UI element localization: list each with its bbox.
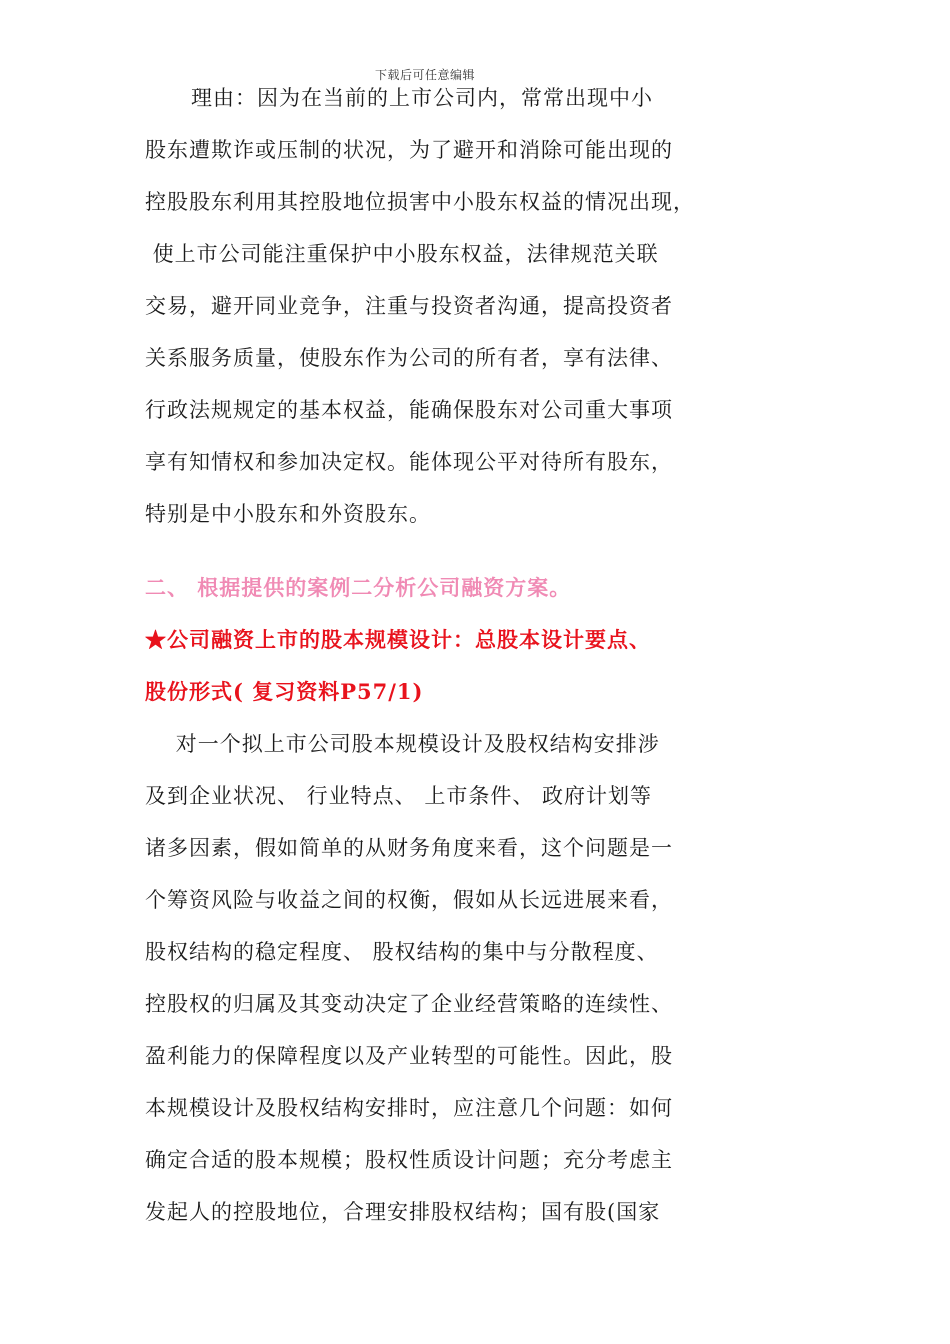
text-line: 关系服务质量，使股东作为公司的所有者，享有法律、 <box>145 346 673 370</box>
highlight-heading-line-2: 股份形式( 复习资料P57/1) <box>145 679 424 704</box>
text-line: 股权结构的稳定程度、 股权结构的集中与分散程度、 <box>145 940 659 964</box>
text-line: 诸多因素，假如简单的从财务角度来看，这个问题是一 <box>145 836 673 860</box>
text-line: 本规模设计及股权结构安排时，应注意几个问题：如何 <box>145 1096 673 1120</box>
text-line: 控股权的归属及其变动决定了企业经营策略的连续性、 <box>145 992 673 1016</box>
text-line: 确定合适的股本规模；股权性质设计问题；充分考虑主 <box>145 1148 673 1172</box>
text-line: 使上市公司能注重保护中小股东权益，法律规范关联 <box>145 242 659 266</box>
text-line: 交易，避开同业竞争，注重与投资者沟通，提高投资者 <box>145 294 673 318</box>
section-heading: 二、 根据提供的案例二分析公司融资方案。 <box>145 575 572 600</box>
header-note: 下载后可任意编辑 <box>374 68 475 82</box>
document-body <box>145 72 715 1238</box>
text-line: 控股股东利用其控股地位损害中小股东权益的情况出现， <box>145 190 695 214</box>
text-line: 盈利能力的保障程度以及产业转型的可能性。因此，股 <box>145 1044 673 1068</box>
text-line: 对一个拟上市公司股本规模设计及股权结构安排涉 <box>145 732 660 756</box>
highlight-heading-line-1 <box>145 614 715 666</box>
text-line: 股东遭欺诈或压制的状况，为了避开和消除可能出现的 <box>145 138 673 162</box>
paragraph-equity-design <box>145 718 715 1238</box>
highlight-heading-text: 公司融资上市的股本规模设计：总股本设计要点、 <box>167 627 651 652</box>
spacer <box>145 540 715 562</box>
star-icon: ★ <box>145 627 167 652</box>
text-line: 特别是中小股东和外资股东。 <box>145 502 431 526</box>
text-line: 个筹资风险与收益之间的权衡，假如从长远进展来看， <box>145 888 673 912</box>
text-line: 发起人的控股地位，合理安排股权结构；国有股(国家 <box>145 1200 661 1224</box>
text-line: 行政法规规定的基本权益，能确保股东对公司重大事项 <box>145 398 673 422</box>
paragraph-reason <box>145 72 715 540</box>
text-line: 理由：因为在当前的上市公司内，常常出现中小 <box>145 86 654 110</box>
text-line: 享有知情权和参加决定权。能体现公平对待所有股东， <box>145 450 673 474</box>
text-line: 及到企业状况、 行业特点、 上市条件、 政府计划等 <box>145 784 653 808</box>
